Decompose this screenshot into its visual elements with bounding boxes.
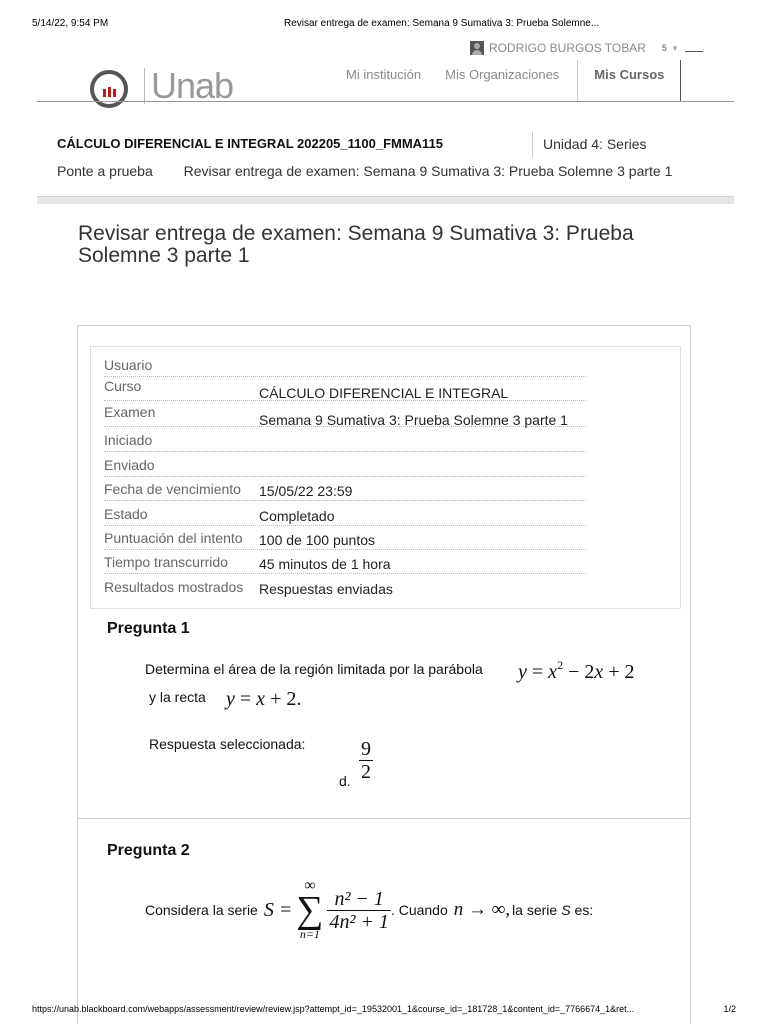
logo-wordmark: Unab <box>151 65 234 106</box>
tab-mis-cursos[interactable]: Mis Cursos <box>577 60 681 102</box>
course-title[interactable]: CÁLCULO DIFERENCIAL E INTEGRAL 202205_1100_FMMA115 <box>57 136 444 151</box>
info-value: Semana 9 Sumativa 3: Prueba Solemne 3 parte 1 <box>259 412 568 428</box>
question-2-intro: Considera la serie <box>145 902 258 918</box>
info-row <box>104 477 586 501</box>
info-label: Fecha de vencimiento <box>104 481 241 497</box>
header-divider <box>37 101 734 102</box>
user-name[interactable]: RODRIGO BURGOS TOBAR <box>489 41 646 55</box>
info-value: Completado <box>259 508 335 524</box>
info-value: 45 minutos de 1 hora <box>259 556 391 572</box>
info-value: 15/05/22 23:59 <box>259 483 353 499</box>
info-row <box>104 353 586 377</box>
print-date: 5/14/22, 9:54 PM <box>32 18 109 29</box>
breadcrumb-shadow <box>37 196 734 204</box>
question-2-text <box>145 879 593 941</box>
print-page-number: 1/2 <box>723 1004 736 1014</box>
info-value: 100 de 100 puntos <box>259 532 375 548</box>
print-title: Revisar entrega de examen: Semana 9 Sumativa 3: Prueba Solemne... <box>284 18 600 29</box>
menu-line-icon[interactable] <box>685 44 703 52</box>
info-label: Examen <box>104 404 156 420</box>
question-2-title: Pregunta 2 <box>107 842 190 859</box>
notification-badge[interactable]: 5 <box>661 43 667 53</box>
attempt-info-panel <box>90 346 681 609</box>
university-seal-icon <box>90 70 128 108</box>
breadcrumb <box>57 163 672 179</box>
selected-answer-value <box>359 738 373 783</box>
question-1-text: Determina el área de la región limitada por la parábola <box>145 661 483 677</box>
summation-icon: ∞ ∑ n=1 <box>296 877 324 941</box>
info-row <box>104 526 586 550</box>
info-value: Respuestas enviadas <box>259 581 393 597</box>
question-1-title: Pregunta 1 <box>107 620 190 637</box>
info-label: Resultados mostrados <box>104 579 244 595</box>
info-row <box>104 377 586 401</box>
selected-answer-letter: d. <box>339 773 351 789</box>
info-row <box>104 403 586 427</box>
info-value: CÁLCULO DIFERENCIAL E INTEGRAL <box>259 385 509 401</box>
info-row <box>104 550 586 574</box>
answer-denominator: 2 <box>361 761 371 783</box>
info-label: Iniciado <box>104 432 153 448</box>
info-label: Curso <box>104 378 142 394</box>
info-row <box>104 502 586 526</box>
info-label: Usuario <box>104 357 153 373</box>
series-lhs: S = <box>263 898 293 921</box>
top-nav <box>330 60 681 102</box>
info-label: Tiempo transcurrido <box>104 554 228 570</box>
info-row <box>104 574 586 598</box>
course-unit[interactable]: Unidad 4: Series <box>543 136 647 152</box>
info-row <box>104 453 586 477</box>
review-content <box>77 325 691 1024</box>
limit-expr: n → ∞, <box>453 899 511 920</box>
info-label: Estado <box>104 506 148 522</box>
question-2-series-word: la serie <box>512 902 558 918</box>
question-divider <box>78 818 690 819</box>
course-unit-divider <box>532 132 533 158</box>
question-2-es: es: <box>574 902 594 918</box>
question-1-text-line: y la recta <box>149 689 206 705</box>
tab-mis-organizaciones[interactable]: Mis Organizaciones <box>445 67 560 82</box>
question-1-parabola: $y = x^2 - 2x + 2$ <box>518 658 635 683</box>
chevron-down-icon[interactable]: ▼ <box>670 43 679 53</box>
selected-answer-label: Respuesta seleccionada: <box>149 736 306 752</box>
series-var: S <box>561 902 571 918</box>
answer-numerator: 9 <box>361 738 371 760</box>
info-row <box>104 428 586 452</box>
tab-mi-institucion[interactable]: Mi institución <box>346 67 422 82</box>
breadcrumb-current: Revisar entrega de examen: Semana 9 Sumativa 3: Prueba Solemne 3 parte 1 <box>183 163 673 179</box>
series-term: $\frac{\text{n² − 1}}{\text{4n² + 1}}$ <box>329 887 389 933</box>
page-title: Revisar entrega de examen: Semana 9 Sumativa 3: Prueba Solemne 3 parte 1 <box>78 222 634 267</box>
print-url: https://unab.blackboard.com/webapps/assessment/review/review.jsp?attempt_id=_19532001_1&course_id=_181728_1&content_id=_7766674_1&ret... <box>32 1004 635 1014</box>
user-menu[interactable] <box>470 41 703 55</box>
user-avatar-icon <box>470 41 484 55</box>
question-1-line-eq: y = x + 2. <box>226 688 302 710</box>
breadcrumb-item[interactable]: Ponte a prueba <box>57 163 153 179</box>
logo-divider <box>144 68 145 104</box>
info-label: Puntuación del intento <box>104 530 243 546</box>
question-2-when: . Cuando <box>390 902 448 918</box>
info-label: Enviado <box>104 457 155 473</box>
